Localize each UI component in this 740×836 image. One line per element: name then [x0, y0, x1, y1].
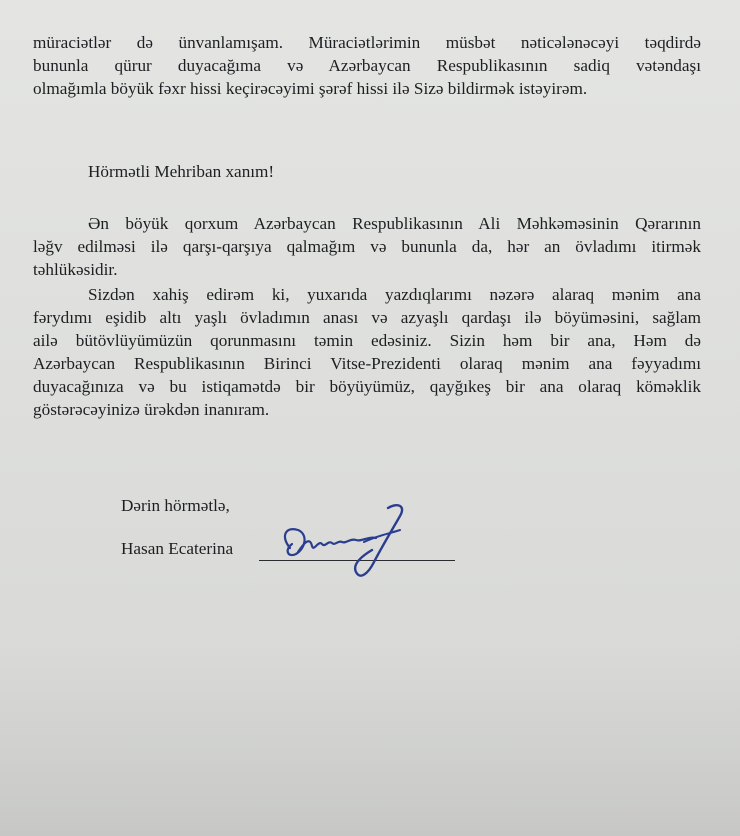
intro-paragraph — [33, 31, 701, 100]
paper-shadow — [0, 646, 740, 836]
paragraph-line: Azərbaycan Respublikasının Birinci Vitse-Prezidenti olaraq mənim ana fəyyadımı — [33, 354, 701, 373]
paragraph-line: Sizdən xahiş edirəm ki, yuxarıda yazdıqlarımı nəzərə alaraq mənim ana — [88, 285, 701, 304]
signer-name: Hasan Ecaterina — [121, 539, 234, 558]
paragraph-line: fərydımı eşidib altı yaşlı övladımın anası və azyaşlı qardaşı ilə böyüməsini, sağlam — [33, 308, 701, 327]
paragraph-fear — [33, 212, 701, 281]
intro-line: olmağımla böyük fəxr hissi keçirəcəyimi şərəf hissi ilə Sizə bildirmək istəyirəm. — [33, 79, 588, 98]
intro-line: müraciətlər də ünvanlamışam. Müraciətlərimin müsbət nəticələnəcəyi təqdirdə — [33, 33, 701, 52]
intro-line: bununla qürur duyacağıma və Azərbaycan Respublikasının sadiq vətəndaşı — [33, 56, 701, 75]
closing-salutation: Dərin hörmətlə, — [121, 496, 230, 515]
paragraph-line: təhlükəsidir. — [33, 260, 118, 279]
paragraph-line: ləğv edilməsi ilə qarşı-qarşıya qalmağım və bununla da, hər an övladımı itirmək — [33, 237, 701, 256]
paragraph-request — [33, 283, 701, 421]
greeting: Hörmətli Mehriban xanım! — [88, 162, 275, 181]
paragraph-line: Ən böyük qorxum Azərbaycan Respublikasının Ali Məhkəməsinin Qərarının — [88, 214, 701, 233]
paragraph-line: duyacağınıza və bu istiqamətdə bir böyüyümüz, qayğıkeş bir ana olaraq köməklik — [33, 377, 701, 396]
paragraph-line: ailə bütövlüyümüzün qorunmasını təmin edəsiniz. Sizin həm bir ana, Həm də — [33, 331, 701, 350]
handwritten-signature — [276, 500, 436, 585]
paragraph-line: göstərəcəyinizə ürəkdən inanıram. — [33, 400, 270, 419]
